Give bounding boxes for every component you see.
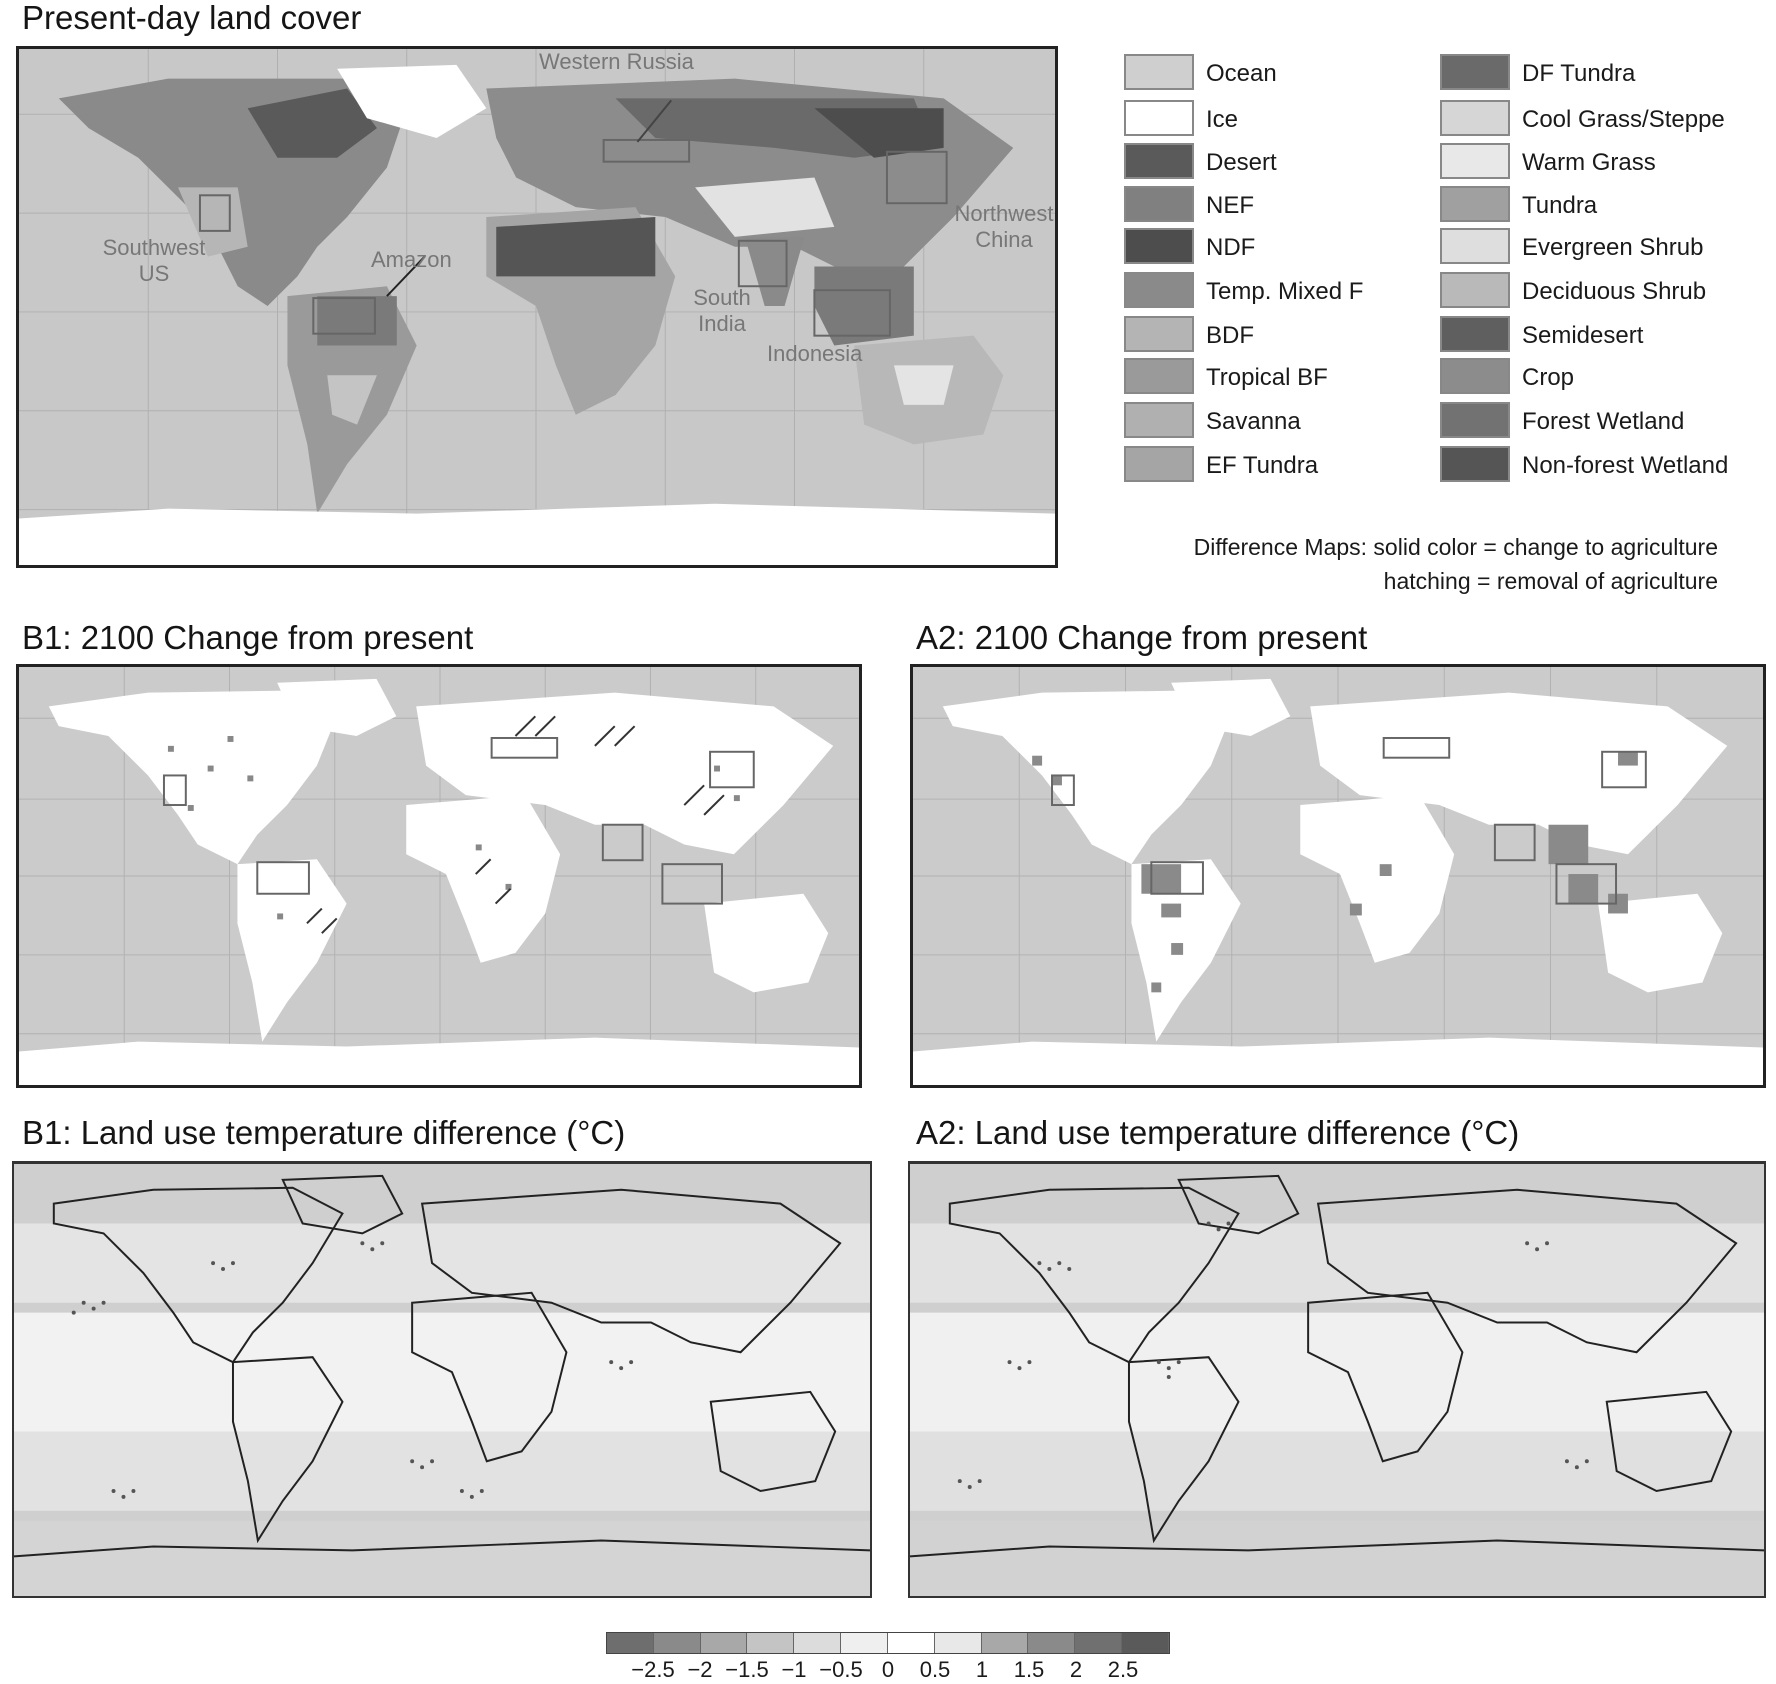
colorbar-bin [1075,1633,1122,1653]
legend-item [1124,186,1444,226]
legend-label: Savanna [1206,408,1301,435]
label-southwest-us-text: Southwest US [102,235,206,286]
legend-swatch [1124,228,1194,264]
colorbar-tick-label: −0.5 [819,1657,863,1682]
present-land-cover-map [16,46,1058,568]
legend-note-agriculture: Difference Maps: solid color = change to agriculture [1193,534,1718,560]
legend-label: DF Tundra [1522,60,1636,87]
legend-label: Non-forest Wetland [1522,452,1729,479]
legend-item [1440,143,1760,183]
label-indonesia: Indonesia [767,341,863,366]
legend-label: BDF [1206,322,1254,349]
colorbar-tick-label: −1.5 [725,1657,769,1682]
colorbar-bin [654,1633,701,1653]
legend-label: Crop [1522,364,1575,391]
legend-swatch [1124,272,1194,308]
legend-item [1440,316,1760,356]
legend-label: Semidesert [1522,322,1644,349]
legend-item [1124,446,1444,486]
colorbar-tick-label: −2.5 [631,1657,675,1682]
legend-item [1124,358,1444,398]
legend-column-right [1440,54,1770,534]
colorbar-tick-label: 2.5 [1107,1657,1139,1682]
colorbar-bin [747,1633,794,1653]
legend-swatch [1124,100,1194,136]
legend-label: EF Tundra [1206,452,1319,479]
colorbar-tick-label: 2 [1069,1657,1083,1682]
legend-note-hatching: hatching = removal of agriculture [1383,568,1718,594]
legend-label: Ice [1206,106,1239,133]
legend-item [1124,316,1444,356]
legend-label: Desert [1206,149,1277,176]
legend-label: Tropical BF [1206,364,1328,391]
colorbar-tick-label: −2 [687,1657,713,1682]
legend-swatch [1440,100,1510,136]
legend-swatch [1440,228,1510,264]
b1-change-title: B1: 2100 Change from present [22,619,474,656]
legend-item [1440,228,1760,268]
legend-swatch [1440,316,1510,352]
b1-temperature-title: B1: Land use temperature difference (°C) [22,1114,626,1151]
a2-temperature-title: A2: Land use temperature difference (°C) [916,1114,1520,1151]
temperature-map-tick-marks [0,1150,1776,1610]
legend-swatch [1124,358,1194,394]
colorbar-bin [701,1633,748,1653]
legend-label: Warm Grass [1522,149,1656,176]
legend-swatch [1124,446,1194,482]
legend-label: Forest Wetland [1522,408,1685,435]
label-south-india-text: South India [693,285,751,336]
colorbar-tick-label: 0 [881,1657,895,1682]
legend-label: Ocean [1206,60,1277,87]
legend-label: NEF [1206,192,1254,219]
legend-item [1440,186,1760,226]
present-land-cover-title: Present-day land cover [22,0,362,36]
colorbar-tick-label: 1 [975,1657,989,1682]
legend-swatch [1124,316,1194,352]
colorbar-bin [1028,1633,1075,1653]
legend-item [1124,54,1444,94]
colorbar-tick-label: 1.5 [1013,1657,1045,1682]
colorbar-bin [888,1633,935,1653]
label-southwest-us [99,235,209,287]
legend-swatch [1124,186,1194,222]
legend-swatch [1440,272,1510,308]
colorbar-bin [607,1633,654,1653]
temperature-colorbar [606,1632,1170,1654]
legend-item [1440,272,1760,312]
legend-label: NDF [1206,234,1256,261]
legend-swatch [1124,402,1194,438]
colorbar-bin [982,1633,1029,1653]
legend-item [1440,446,1760,486]
legend-swatch [1440,54,1510,90]
label-northwest-china [949,201,1058,253]
b1-change-map [16,664,862,1088]
a2-change-graphic [913,667,1763,1085]
legend-item [1124,228,1444,268]
legend-label: Temp. Mixed F [1206,278,1364,305]
legend-swatch [1124,54,1194,90]
legend-item [1440,358,1760,398]
label-amazon: Amazon [371,247,452,272]
a2-change-title: A2: 2100 Change from present [916,619,1368,656]
legend-column-left [1124,54,1424,534]
legend-label: Tundra [1522,192,1598,219]
legend-item [1440,402,1760,442]
colorbar-tick-label: −1 [781,1657,807,1682]
colorbar-bin [841,1633,888,1653]
legend-label: Cool Grass/Steppe [1522,106,1725,133]
legend-label: Evergreen Shrub [1522,234,1704,261]
b1-change-graphic [19,667,859,1085]
legend-item [1124,143,1444,183]
legend-item [1440,100,1760,140]
legend-swatch [1440,446,1510,482]
legend-swatch [1440,186,1510,222]
a2-change-map [910,664,1766,1088]
legend-item [1124,402,1444,442]
legend-swatch [1440,143,1510,179]
legend-item [1124,100,1444,140]
legend-item [1440,54,1760,94]
legend-swatch [1440,402,1510,438]
colorbar-bin [935,1633,982,1653]
legend-item [1124,272,1444,312]
label-western-russia: Western Russia [539,49,694,74]
colorbar-tick-label: 0.5 [919,1657,951,1682]
label-south-india [687,285,757,337]
legend-swatch [1440,358,1510,394]
colorbar-bin [1122,1633,1169,1653]
colorbar-bin [794,1633,841,1653]
present-land-cover-graphic [19,49,1055,565]
label-northwest-china-text: Northwest China [954,201,1054,252]
legend-swatch [1124,143,1194,179]
legend-label: Deciduous Shrub [1522,278,1707,305]
